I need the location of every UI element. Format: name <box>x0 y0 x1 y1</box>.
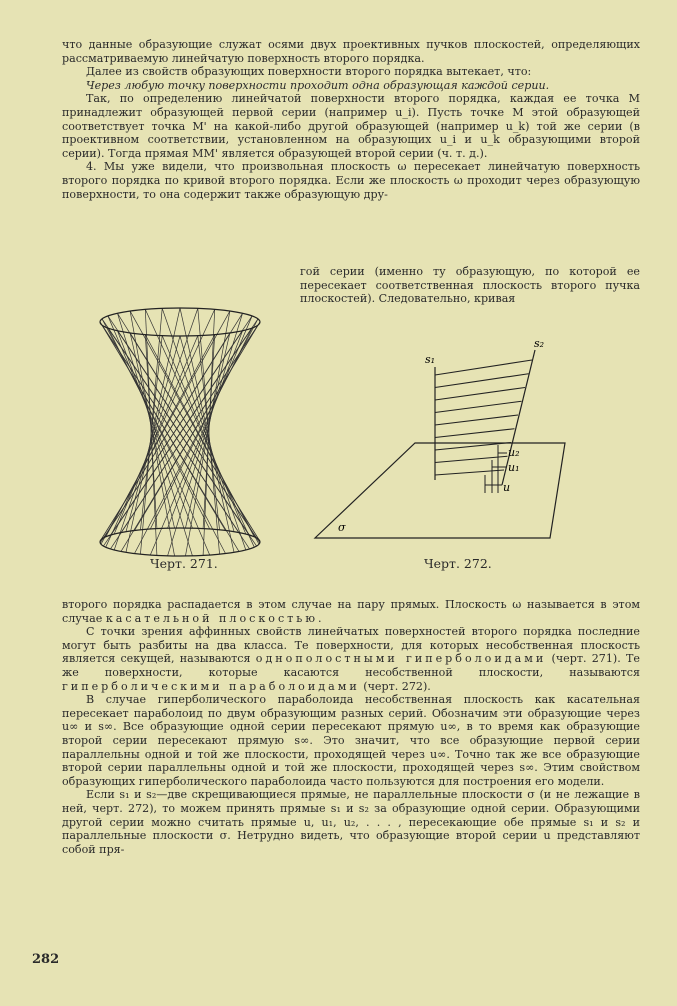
label-s2: s₂ <box>534 337 545 350</box>
term: однополостными гиперболоидами <box>255 652 547 666</box>
paragraph <box>62 598 640 625</box>
text-block-bottom <box>62 598 640 856</box>
paraboloid-ruling <box>435 360 532 375</box>
paraboloid-ruling <box>435 401 522 412</box>
label-u1: u₁ <box>508 461 520 474</box>
paraboloid-ruling <box>435 456 508 462</box>
paraboloid-ruling <box>435 415 518 425</box>
hyperboloid-ruling <box>108 316 210 555</box>
text-run: С точки зрения аффинных свойств линейчатых поверхностей второго порядка последние могут быть разбиты на два класса. Те поверхности, для которых несобственная плоскость является секущей, называются <box>62 625 640 666</box>
paraboloid-ruling <box>435 374 529 388</box>
text-block-right <box>300 265 640 306</box>
figure-caption: Черт. 271. <box>150 556 218 571</box>
paraboloid-ruling <box>435 443 511 451</box>
hyperboloid-ruling <box>150 316 252 555</box>
text-block-top <box>62 38 640 201</box>
text-run: (черт. 271). Те же поверхности, которые касаются несобственной плоскости, называются <box>62 652 640 679</box>
term: гиперболическими параболоидами <box>62 679 360 693</box>
paragraph: гой серии (именно ту образующую, по которой ее пересекает соответственная плоскость второго пучка плоскостей). Следовательно, кривая <box>300 265 640 306</box>
term: касательной плоскостью. <box>105 611 325 625</box>
paragraph: что данные образующие служат осями двух проективных пучков плоскостей, определяющих рассматриваемую линейчатую поверхность второго порядка. <box>62 38 640 65</box>
paragraph: 4. Мы уже видели, что произвольная плоскость ω пересекает линейчатую поверхность второго порядка по кривой второго порядка. Если же плоскость ω проходит через образующую поверхности, то она содержит также образующую дру- <box>62 160 640 201</box>
hyperboloid-figure <box>92 300 268 558</box>
paraboloid-ruling <box>435 429 515 438</box>
label-u2: u₂ <box>508 446 520 459</box>
text-run: второго порядка распадается в этом случае на пару прямых. Плоскость ω называется в этом случае <box>62 598 640 625</box>
paraboloid-ruling <box>435 388 525 401</box>
label-s1: s₁ <box>425 353 436 366</box>
text-run: (черт. 272). <box>363 679 431 693</box>
figure-caption: Черт. 272. <box>424 556 492 571</box>
label-u: u <box>503 481 511 494</box>
hyperboloid-ruling <box>145 309 254 547</box>
paragraph: Далее из свойств образующих поверхности второго порядка вытекает, что: <box>86 65 532 79</box>
paragraph: Так, по определению линейчатой поверхности второго порядка, каждая ее точка M принадлежит образующей первой серии (например u_i). Пусть точке M этой образующей соответствует точка M' на какой-либо другой образующей (например u_k) той же серии (в проективном соответствии, установленном на образующих u_i и u_k образующими второй серии). Тогда прямая MM' является образующей второй серии (ч. т. д.). <box>62 92 640 160</box>
hyperboloid-ruling <box>106 309 215 547</box>
page-number: 282 <box>32 952 60 967</box>
paragraph: В случае гиперболического параболоида несобственная плоскость как касательная пересекает параболоид по двум образующим разных серий. Обозначим эти образующие через u∞ и s∞. Все образующие одной серии пересекают прямую u∞, в то время как образующие второй серии пересекают прямую s∞. Это значит, что все образующие первой серии параллельны одной и той же плоскости, проходящей через u∞. Точно так же все образующие второй серии параллельны одной и той же плоскости, проходящей через s∞. Этим свойством образующих гиперболического параболоида часто пользуются для построения его модели. <box>62 693 640 788</box>
paragraph <box>62 625 640 693</box>
paragraph: Если s₁ и s₂—две скрещивающиеся прямые, не параллельные плоскости σ (и не лежащие в ней, черт. 272), то можем принять прямые s₁ и s₂ за образующие одной серии. Образующими другой серии можно считать прямые u, u₁, u₂, . . . , пересекающие обе прямые s₁ и s₂ и параллельные плоскости σ. Нетрудно видеть, что образующие второй серии u представляют собой пря- <box>62 788 640 856</box>
label-sigma: σ <box>338 521 346 534</box>
paraboloid-ruling <box>435 470 504 475</box>
theorem-statement: Через любую точку поверхности проходит одна образующая каждой серии. <box>86 78 550 92</box>
paraboloid-figure <box>310 335 570 545</box>
hyperboloid-ruling <box>108 328 210 529</box>
